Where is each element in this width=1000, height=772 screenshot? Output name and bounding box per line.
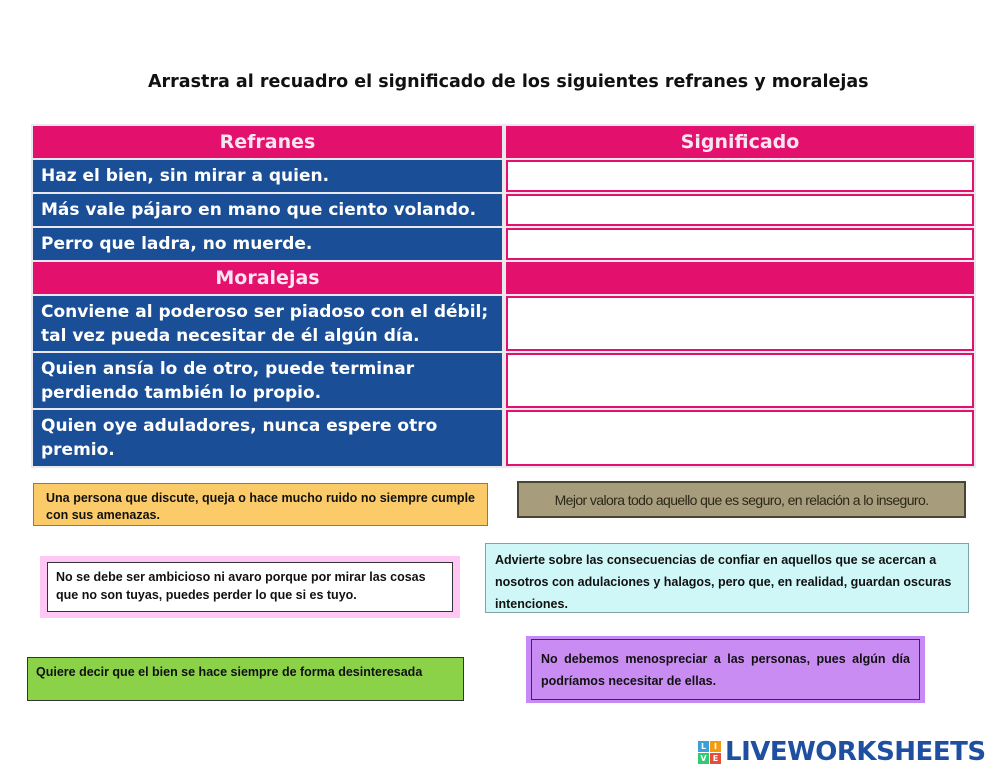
- header-moralejas-blank: [506, 262, 974, 294]
- page-title: Arrastra al recuadro el significado de los siguientes refranes y moralejas: [148, 72, 869, 92]
- logo-mark-letter: E: [710, 753, 721, 764]
- moraleja-3: Quien oye aduladores, nunca espere otro premio.: [33, 410, 502, 466]
- logo-mark-letter: L: [698, 741, 709, 752]
- refran-2: Más vale pájaro en mano que ciento volando.: [33, 194, 502, 226]
- draggable-card-perro-que-ladra[interactable]: Una persona que discute, queja o hace mucho ruido no siempre cumple con sus amenazas.: [33, 483, 488, 526]
- card-text: No debemos menospreciar a las personas, pues algún día podríamos necesitar de ellas.: [531, 639, 920, 700]
- logo-mark-icon: [698, 741, 721, 764]
- moraleja-2: Quien ansía lo de otro, puede terminar perdiendo también lo propio.: [33, 353, 502, 408]
- draggable-card-pajaro-en-mano[interactable]: [517, 481, 966, 518]
- matching-table: [31, 124, 976, 468]
- header-refranes: Refranes: [33, 126, 502, 158]
- liveworksheets-logo: [698, 736, 986, 768]
- draggable-card-aduladores[interactable]: Advierte sobre las consecuencias de confiar en aquellos que se acercan a nosotros con adulaciones y halagos, pero que, en realidad, guardan oscuras intenciones.: [485, 543, 969, 613]
- drop-zone-refran-2[interactable]: [506, 194, 974, 226]
- header-moralejas: Moralejas: [33, 262, 502, 294]
- card-text: No se debe ser ambicioso ni avaro porque por mirar las cosas que no son tuyas, puedes perder lo que si es tuyo.: [47, 562, 453, 612]
- refran-3: Perro que ladra, no muerde.: [33, 228, 502, 260]
- drop-zone-moraleja-2[interactable]: [506, 353, 974, 408]
- card-text: Mejor valora todo aquello que es seguro, en relación a lo inseguro.: [554, 491, 929, 508]
- drop-zone-moraleja-1[interactable]: [506, 296, 974, 351]
- draggable-card-ansia-lo-de-otro[interactable]: [40, 556, 460, 618]
- drop-zone-refran-1[interactable]: [506, 160, 974, 192]
- logo-mark-letter: I: [710, 741, 721, 752]
- draggable-card-haz-el-bien[interactable]: Quiere decir que el bien se hace siempre de forma desinteresada: [27, 657, 464, 701]
- refran-1: Haz el bien, sin mirar a quien.: [33, 160, 502, 192]
- header-significado: Significado: [506, 126, 974, 158]
- logo-text: LIVEWORKSHEETS: [725, 737, 986, 767]
- drop-zone-moraleja-3[interactable]: [506, 410, 974, 466]
- draggable-card-poderoso-piadoso[interactable]: [526, 636, 925, 703]
- drop-zone-refran-3[interactable]: [506, 228, 974, 260]
- moraleja-1: Conviene al poderoso ser piadoso con el débil; tal vez pueda necesitar de él algún día.: [33, 296, 502, 351]
- logo-mark-letter: V: [698, 753, 709, 764]
